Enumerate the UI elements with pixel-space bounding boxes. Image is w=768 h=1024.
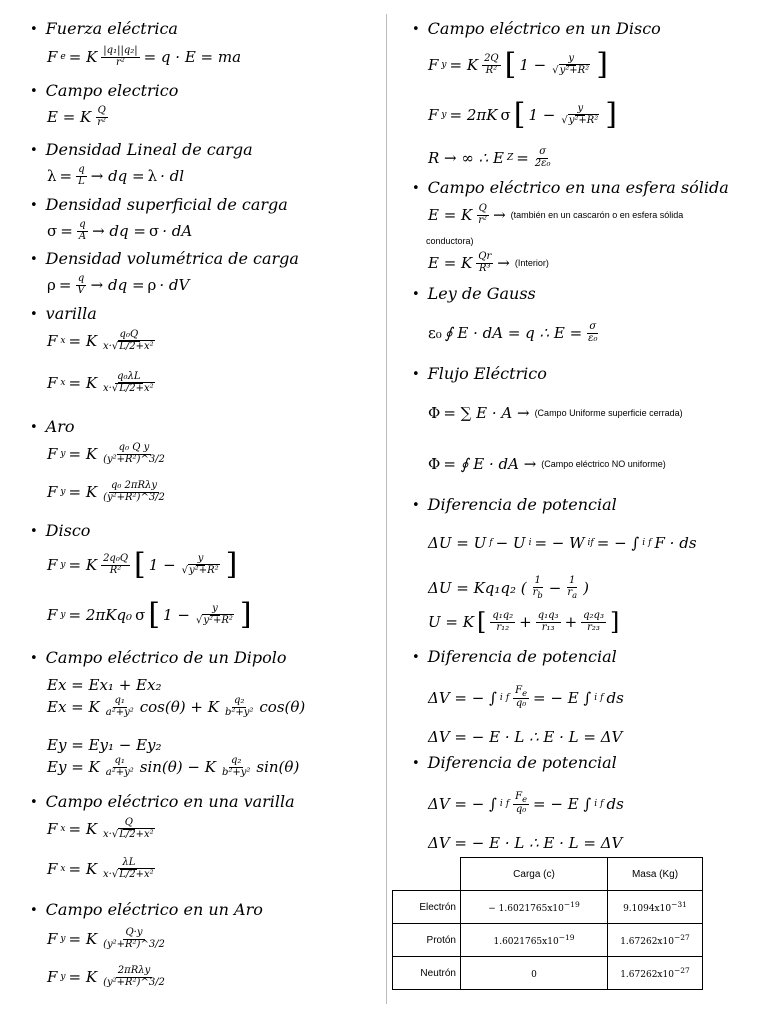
cell-carga: $1.6021765x10^{-19}$: [461, 924, 608, 957]
eq-campo-disco-3: R → ∞ ∴ E Z = $\frac{\sigma}{\text{2ε₀}}$: [428, 146, 551, 169]
eq-campo-disco-2: F y = 2πK σ [ 1 − $\frac{y}{\text{√y²+R²}}$ ]: [428, 97, 617, 132]
heading-varilla: • varilla: [30, 304, 97, 323]
heading-densidad-lineal: • Densidad Lineal de carga: [30, 140, 253, 159]
eq-dif-7: ΔV = − E · L ∴ E · L = ΔV: [428, 834, 623, 852]
heading-densidad-superficial: • Densidad superficial de carga: [30, 195, 288, 214]
heading-fuerza: • Fuerza eléctrica: [30, 19, 178, 38]
table-row: [393, 891, 703, 924]
particles-table: [392, 857, 703, 990]
eq-dif-1: ΔU = U f − U i = − W if = − ∫ i f F · ds: [428, 534, 697, 552]
heading-dif-potencial-3: • Diferencia de potencial: [412, 753, 617, 772]
eq-disco-2: F y = 2πKq₀ σ [ 1 − $\frac{y}{\text{√y²+R²}}$ ]: [47, 597, 252, 632]
heading-flujo: • Flujo Eléctrico: [412, 364, 547, 383]
heading-campo-varilla: • Campo eléctrico en una varilla: [30, 792, 295, 811]
row-label: Neutrón: [393, 957, 461, 990]
note-esfera: (también en un cascarón o en esfera sólida: [510, 210, 684, 220]
table-header-row: [393, 858, 703, 891]
note-interior: (Interior): [514, 258, 549, 268]
eq-gauss: ε₀ ∮ E · dA = q ∴ E = $\frac{\sigma}{\text{ε₀}}$: [428, 321, 598, 344]
heading-densidad-volumetrica: • Densidad volumétrica de carga: [30, 249, 299, 268]
table-row: [393, 924, 703, 957]
eq-campo-disco-1: F y = K $\frac{2Q}{\text{R²}}$ [ 1 − $\frac{y}{\text{√y²+R²}}$ ]: [428, 47, 608, 82]
eq-dipolo-4: Ey = K $\frac{\text{q₁}}{\text{a²+y²}}$ sin(θ) − K $\frac{\text{q₂}}{\text{b²+y²}}$ sin(θ): [47, 755, 300, 778]
row-label: Protón: [393, 924, 461, 957]
eq-esfera-1: E = K $\frac{Q}{\text{r²}}$ → (también en un cascarón o en esfera sólida: [428, 203, 684, 226]
eq-densidad-lineal: λ = $\frac{q}{L}$ → dq = λ · dl: [47, 164, 185, 187]
eq-dif-5: ΔV = − E · L ∴ E · L = ΔV: [428, 728, 623, 746]
cell-masa: $1.67262x10^{-27}$: [608, 957, 703, 990]
eq-densidad-volumetrica: ρ = $\frac{q}{V}$ → dq = ρ · dV: [47, 273, 190, 296]
eq-densidad-superficial: σ = $\frac{q}{A}$ → dq = σ · dA: [47, 219, 193, 242]
note-flujo-no-uniforme: (Campo eléctrico NO uniforme): [541, 459, 666, 469]
heading-gauss: • Ley de Gauss: [412, 284, 536, 303]
eq-varilla-1: F x = K $\frac{\text{q₀Q}}{\text{x·√L/2+x²}}$: [47, 329, 154, 352]
heading-campo-aro: • Campo eléctrico en un Aro: [30, 900, 263, 919]
header-carga: Carga (c): [461, 858, 608, 891]
eq-fuerza: F e = K $\frac{\text{|q₁||q₂|}}{\text{r²}}$ = q · E = ma: [47, 45, 242, 68]
eq-dipolo-2: Ex = K $\frac{\text{q₁}}{\text{a²+y²}}$ cos(θ) + K $\frac{\text{q₂}}{\text{b²+y²}}$ cos(θ): [47, 695, 306, 718]
eq-dif-3: U = K [ $\frac{\text{q₁q₂}}{\text{r₁₂}}$ + $\frac{\text{q₁q₃}}{\text{r₁₃}}$ + $\frac{\text{q₂q₃}}{\text{r₂₃}}$ ]: [428, 608, 620, 636]
heading-esfera: • Campo eléctrico en una esfera sólida: [412, 178, 729, 197]
eq-campo-aro-1: F y = K $\frac{Q\cdot y}{\text{(y²+R²)\textasciicircum{}3/2}}$: [47, 927, 165, 950]
cell-masa: $9.1094x10^{-31}$: [608, 891, 703, 924]
heading-dif-potencial-2: • Diferencia de potencial: [412, 647, 617, 666]
eq-dif-4: ΔV = − ∫ i f $\frac{F_e}{\text{q₀}}$ = − E ∫ i f ds: [428, 685, 624, 709]
eq-campo-varilla-2: F x = K $\frac{\lambda L}{\text{x·√L/2+x²}}$: [47, 857, 154, 880]
eq-varilla-2: F x = K $\frac{\text{q₀λL}}{\text{x·√L/2+x²}}$: [47, 371, 154, 394]
eq-flujo-1: Φ = ∑ E · A → (Campo Uniforme superficie cerrada): [428, 404, 683, 422]
eq-campo-aro-2: F y = K $\frac{\text{2πRλy}}{\text{(y²+R²)\textasciicircum{}3/2}}$: [47, 965, 165, 988]
note-esfera-cont: conductora): [426, 236, 474, 246]
eq-aro-2: F y = K $\frac{\text{q₀ 2πRλy}}{\text{(y²+R²)\textasciicircum{}3/2}}$: [47, 480, 165, 503]
eq-dipolo-1: Ex = Ex₁ + Ex₂: [47, 676, 162, 694]
heading-dipolo: • Campo eléctrico de un Dipolo: [30, 648, 287, 667]
eq-esfera-2: E = K $\frac{Qr}{\text{R³}}$ → (Interior): [428, 251, 549, 274]
heading-campo-disco: • Campo eléctrico en un Disco: [412, 19, 661, 38]
eq-aro-1: F y = K $\frac{\text{q₀ Q y}}{\text{(y²+R²)\textasciicircum{}3/2}}$: [47, 442, 165, 465]
cell-carga: 0: [461, 957, 608, 990]
heading-dif-potencial-1: • Diferencia de potencial: [412, 495, 617, 514]
header-masa: Masa (Kg): [608, 858, 703, 891]
eq-dif-6: ΔV = − ∫ i f $\frac{F_e}{\text{q₀}}$ = − E ∫ i f ds: [428, 791, 624, 815]
cell-masa: $1.67262x10^{-27}$: [608, 924, 703, 957]
table-row: [393, 957, 703, 990]
eq-dif-2: ΔU = Kq₁q₂ ( $\frac{1}{r_b}$ − $\frac{1}{r_a}$ ): [428, 575, 589, 600]
row-label: Electrón: [393, 891, 461, 924]
note-flujo-uniforme: (Campo Uniforme superficie cerrada): [534, 408, 683, 418]
eq-dipolo-3: Ey = Ey₁ − Ey₂: [47, 736, 162, 754]
eq-campo-varilla-1: F x = K $\frac{Q}{\text{x·√L/2+x²}}$: [47, 817, 154, 840]
heading-aro: • Aro: [30, 417, 75, 436]
eq-campo: E = K $\frac{Q}{\text{r²}}$: [47, 105, 107, 128]
heading-disco: • Disco: [30, 521, 90, 540]
eq-flujo-2: Φ = ∮ E · dA → (Campo eléctrico NO uniforme): [428, 455, 666, 473]
cell-carga: − $1.6021765x10^{-19}$: [461, 891, 608, 924]
heading-campo: • Campo electrico: [30, 81, 178, 100]
eq-disco-1: F y = K $\frac{\text{2q₀Q}}{\text{R²}}$ [ 1 − $\frac{y}{\text{√y²+R²}}$ ]: [47, 547, 238, 582]
column-divider: [386, 14, 387, 1004]
